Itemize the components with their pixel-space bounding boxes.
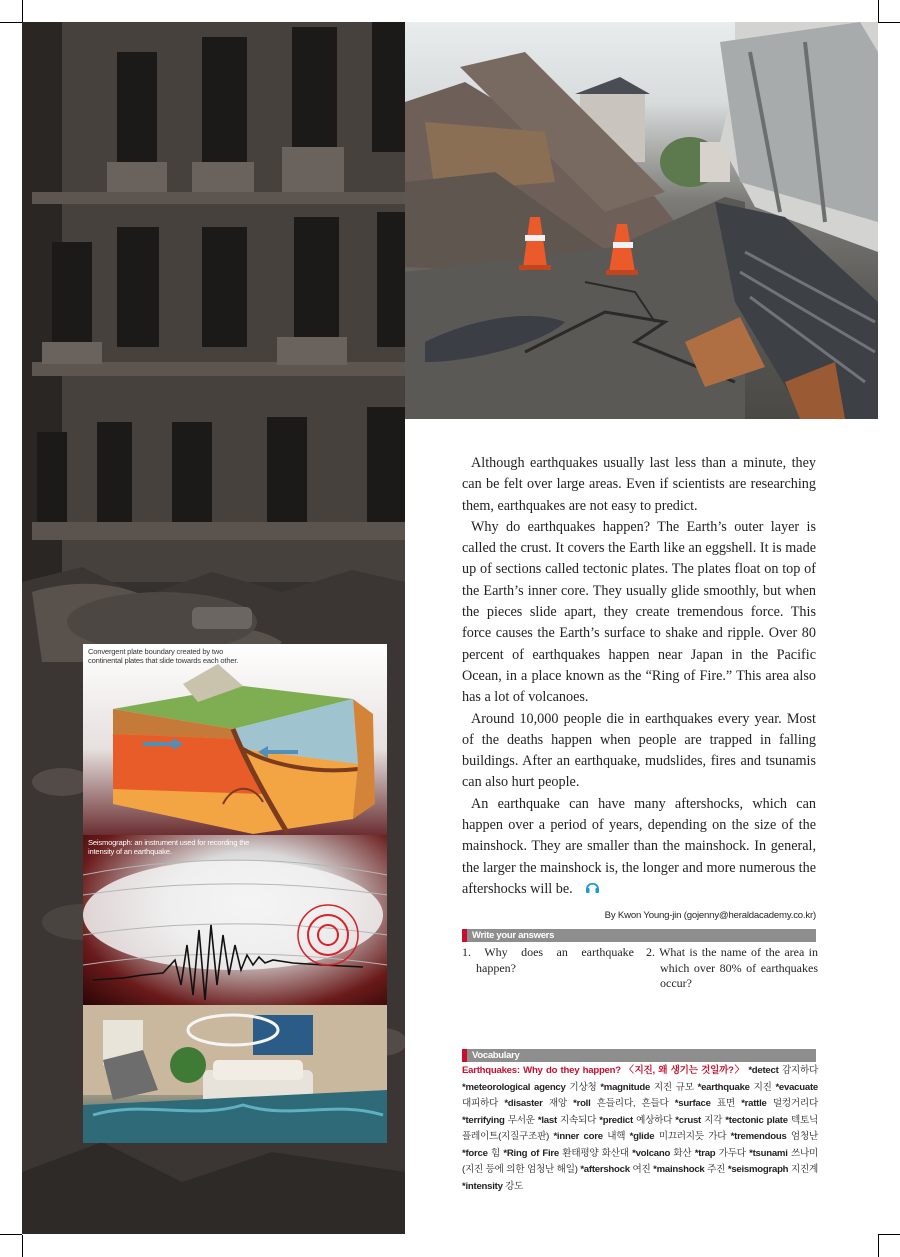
collapsed-houses-illustration [405, 22, 878, 419]
vocabulary-item [538, 1115, 599, 1126]
vocabulary-item [573, 1098, 675, 1109]
seismograph-caption: Seismograph: an instrument used for recording the intensity of an earthquake. [88, 838, 250, 856]
article-paragraph [462, 794, 816, 922]
vocabulary-meaning: 대피하다 [462, 1098, 505, 1109]
vocabulary-term: *tsunami [749, 1147, 788, 1159]
crop-mark [0, 22, 22, 23]
vocabulary-meaning: 지진계 [788, 1164, 818, 1175]
living-room-image [83, 1005, 387, 1143]
plate-diagram-caption: Convergent plate boundary created by two continental plates that slide towards each other. [88, 647, 239, 665]
crop-mark [878, 1235, 879, 1257]
crop-mark [878, 1234, 900, 1235]
vocabulary-term: *trap [694, 1147, 716, 1159]
vocabulary-meaning: 재앙 [542, 1098, 574, 1109]
article-paragraph: Although earthquakes usually last less than a minute, they can be felt over large areas. Even if scientists are researching them, earthquakes are not easy to predict. [462, 455, 816, 514]
vocabulary-item [462, 1082, 600, 1093]
vocabulary-term: *evacuate [775, 1081, 818, 1093]
vocabulary-header: Vocabulary [472, 1050, 520, 1061]
vocabulary-meaning: 표면 [710, 1098, 742, 1109]
vocabulary-meaning: 여진 [629, 1164, 654, 1175]
vocabulary-item [675, 1115, 725, 1126]
vocabulary-term: *disaster [504, 1098, 543, 1109]
vocabulary-item [462, 1148, 503, 1159]
vocabulary-meaning: 가두다 [715, 1147, 750, 1159]
answers-header-bar [462, 929, 816, 942]
vocabulary-item [632, 1148, 695, 1159]
vocabulary-item [599, 1115, 675, 1126]
vocabulary-item [728, 1164, 818, 1175]
plate-boundary-illustration [83, 644, 387, 835]
vocabulary-meaning: 힘 [487, 1147, 504, 1159]
vocabulary-term: *earthquake [697, 1081, 750, 1093]
vocabulary-meaning: 강도 [502, 1180, 524, 1192]
vocabulary-term: *terrifying [462, 1114, 505, 1126]
vocabulary-item [462, 1181, 523, 1192]
vocabulary-term: *intensity [462, 1180, 503, 1192]
vocabulary-meaning: 덜컹거리다 [766, 1098, 818, 1109]
question-1: 1. Why does an earthquake happen? [462, 945, 634, 975]
vocabulary-meaning: 내핵 [602, 1131, 630, 1142]
vocabulary-term: *detect [748, 1065, 779, 1076]
vocabulary-item [695, 1148, 749, 1159]
vocabulary-meaning: 흔들리다, 흔들다 [590, 1098, 675, 1109]
vocabulary-meaning: 지진 [749, 1081, 776, 1093]
vocabulary-item [698, 1082, 776, 1093]
vocabulary-item [630, 1131, 731, 1142]
vocabulary-term: *glide [629, 1131, 655, 1142]
vocabulary-term: *inner core [553, 1131, 603, 1142]
collapsed-houses-photo [405, 22, 878, 419]
vocabulary-meaning: 예상하다 [632, 1114, 676, 1126]
vocabulary-item [504, 1098, 573, 1109]
vocabulary-item [580, 1164, 653, 1175]
vocabulary-meaning: 쓰나미(지진 등에 의한 엄청난 해일) [462, 1147, 819, 1175]
article-paragraph-text: An earthquake can have many aftershocks, which can happen over a period of years, depending on the size of the mainshock. They are smaller than the mainshock. In general, the larger the mainshock is, the longer and more numerous the aftershocks will be. [462, 795, 816, 897]
vocabulary-term: *aftershock [580, 1164, 630, 1175]
vocabulary-item [553, 1131, 629, 1142]
article-paragraph: Why do earthquakes happen? The Earth’s outer layer is called the crust. It covers the Earth like an eggshell. It is made up of sections called tectonic plates. The plates float on top of the Earth’s inner core. They usually glide smoothly, but when the pieces slide apart, they create tremendous force. This force causes the Earth’s surface to shake and ripple. Over 80 percent of earthquakes happen near Japan in the Pacific Ocean, in a place known as the “Ring of Fire.” This area also has a lot of volcanoes. [462, 518, 816, 706]
vocabulary-entries [462, 1065, 818, 1192]
vocabulary-term: *crust [675, 1114, 701, 1126]
crop-mark [878, 22, 900, 23]
vocabulary-item [462, 1115, 538, 1126]
vocabulary-item [675, 1098, 741, 1109]
section-marker [462, 1049, 467, 1062]
seismograph-illustration [83, 835, 387, 1005]
question-2: 2. What is the name of the area in which over 80% of earthquakes occur? [646, 945, 818, 990]
article-paragraph: Around 10,000 people die in earthquakes every year. Most of the deaths happen when people are trapped in falling buildings. After an earthquake, mudslides, fires and tsunamis can also hurt people. [462, 710, 816, 791]
vocabulary-item [748, 1065, 818, 1076]
vocabulary-item [653, 1164, 728, 1175]
vocabulary-meaning: 지속되다 [556, 1114, 600, 1126]
vocabulary-meaning: 미끄러지듯 가다 [654, 1131, 731, 1142]
vocabulary-header-bar [462, 1049, 816, 1062]
vocabulary-meaning: 주진 [704, 1164, 728, 1175]
vocabulary-term: *rattle [741, 1098, 767, 1109]
crop-mark [22, 0, 23, 22]
section-marker [462, 929, 467, 942]
vocabulary-term: *tremendous [730, 1131, 787, 1142]
vocabulary-title: Earthquakes: Why do they happen? 〈지진, 왜 생기는 것일까?〉 [462, 1065, 745, 1076]
vocabulary-term: *seismograph [727, 1164, 789, 1175]
vocabulary-item [503, 1148, 632, 1159]
plate-boundary-diagram [83, 644, 387, 835]
vocabulary-term: *force [462, 1147, 488, 1159]
article-body [462, 453, 816, 927]
vocabulary-meaning: 엄청난 [786, 1131, 818, 1142]
headphones-icon[interactable] [576, 879, 600, 900]
vocabulary-meaning: 감지하다 [778, 1065, 818, 1076]
vocabulary-meaning: 기상청 [565, 1081, 601, 1093]
vocabulary-meaning: 무서운 [504, 1114, 538, 1126]
byline: By Kwon Young-jin (gojenny@heraldacademy.co.kr) [604, 910, 816, 922]
vocabulary-term: *surface [674, 1098, 711, 1109]
crop-mark [878, 0, 879, 22]
vocabulary-item [600, 1082, 697, 1093]
vocabulary-term: *roll [573, 1098, 591, 1109]
vocabulary-item [741, 1098, 818, 1109]
seismograph-image [83, 835, 387, 1005]
vocabulary-meaning: 지진 규모 [650, 1081, 698, 1093]
vocabulary-term: *predict [599, 1114, 633, 1126]
vocabulary-term: *mainshock [653, 1164, 705, 1175]
vocabulary-term: *tectonic plate [725, 1114, 788, 1126]
vocabulary-list [462, 1063, 818, 1195]
answers-header: Write your answers [472, 930, 555, 941]
vocabulary-meaning: 텍토닉 플레이트(지질구조판) [462, 1114, 819, 1142]
vocabulary-meaning: 환태평양 화산대 [558, 1147, 633, 1159]
vocabulary-item [731, 1131, 818, 1142]
vocabulary-term: *meteorological agency [462, 1081, 566, 1093]
vocabulary-term: *last [537, 1114, 557, 1126]
vocabulary-term: *Ring of Fire [503, 1147, 559, 1159]
crop-mark [22, 1235, 23, 1257]
crop-mark [0, 1234, 22, 1235]
vocabulary-meaning: 지각 [701, 1114, 726, 1126]
vocabulary-term: *magnitude [600, 1081, 651, 1093]
vocabulary-term: *volcano [632, 1147, 671, 1159]
vocabulary-meaning: 화산 [670, 1147, 695, 1159]
living-room-illustration [83, 1005, 387, 1143]
